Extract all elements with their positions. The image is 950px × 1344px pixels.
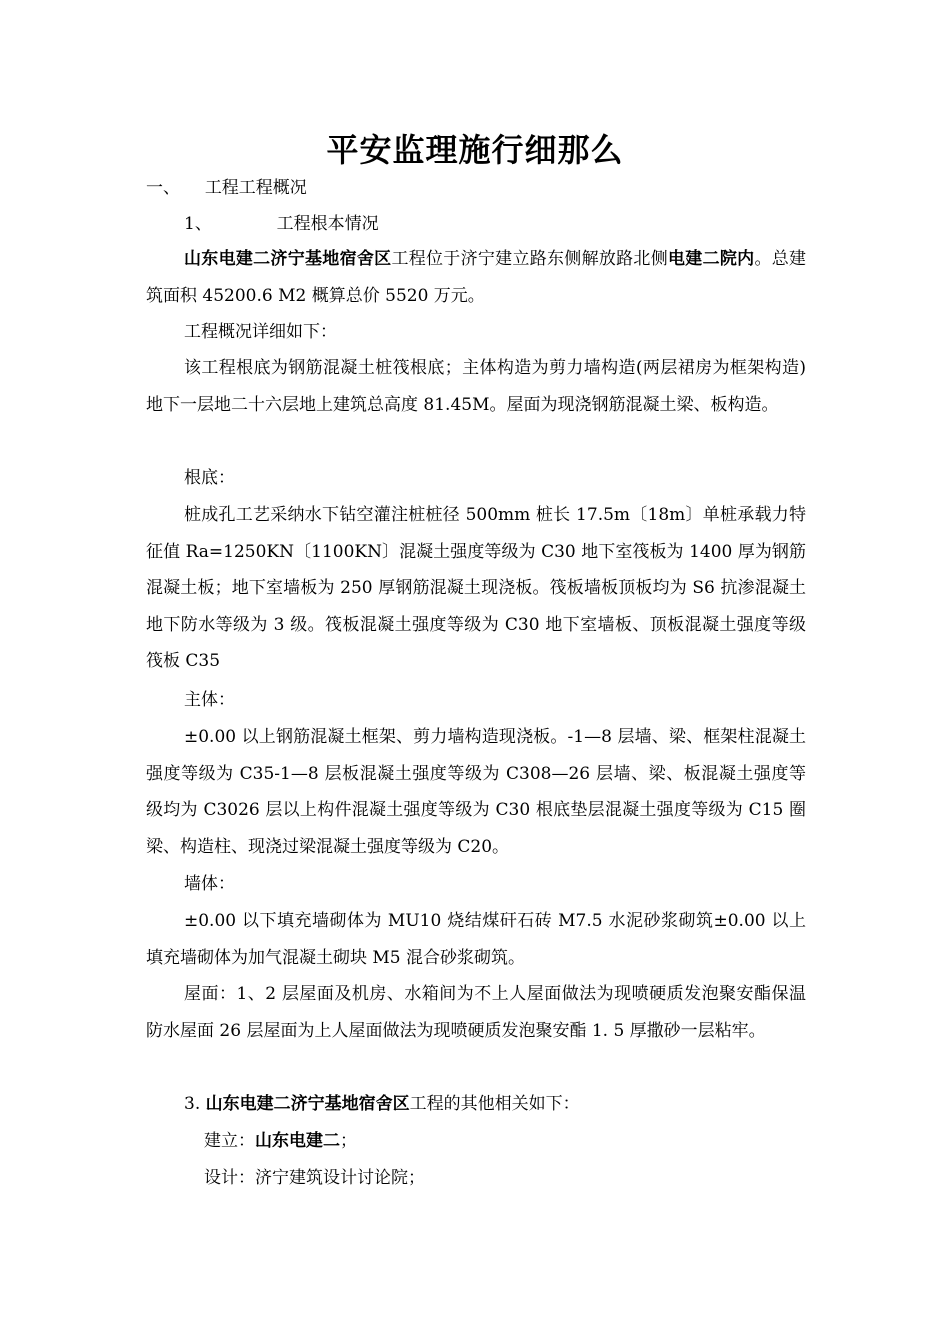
subsection-number: 1、 [184, 214, 212, 234]
item-3-text: 工程的其他相关如下： [409, 1094, 580, 1114]
project-name: 山东电建二济宁基地宿舍区 [184, 249, 392, 269]
builder-line [204, 1129, 357, 1153]
builder-suffix: ； [340, 1131, 357, 1151]
main-structure-label: 主体： [184, 690, 235, 710]
structure-paragraph: 该工程根底为钢筋混凝土桩筏根底；主体构造为剪力墙构造(两层裙房为框架构造)地下一层地二十六层地上建筑总高度 81.45M。屋面为现浇钢筋混凝土梁、板构造。 [146, 358, 806, 415]
roof-paragraph: 屋面：1、2 层屋面及机房、水箱间为不上人屋面做法为现喷硬质发泡聚安酯保温防水屋面 26 层屋面为上人屋面做法为现喷硬质发泡聚安酯 1. 5 厚撒砂一层粘牢。 [146, 984, 806, 1041]
builder-value: 山东电建二 [255, 1131, 340, 1151]
item-3 [184, 1092, 580, 1116]
intro-paragraph [146, 241, 806, 314]
intro-text-1: 工程位于济宁建立路东侧解放路北侧 [391, 249, 669, 269]
designer-line [204, 1166, 425, 1190]
main-structure-paragraph: ±0.00 以上钢筋混凝土框架、剪力墙构造现浇板。-1—8 层墙、梁、框架柱混凝土强度等级为 C35-1—8 层板混凝土强度等级为 C308—26 层墙、梁、板混凝土强度等级均为 C3026 层以上构件混凝土强度等级为 C30 根底垫层混凝土强度等级为 C15 圈梁、构造柱、现浇过梁混凝土强度等级为 C20。 [146, 727, 806, 857]
wall-label: 墙体： [184, 874, 235, 894]
subsection-title: 工程根本情况 [276, 214, 379, 234]
designer-value: 济宁建筑设计讨论院； [255, 1168, 425, 1188]
section-number: 一、 [146, 178, 180, 198]
overview-label: 工程概况详细如下： [184, 322, 337, 342]
section-heading [146, 176, 307, 200]
intro-text-2: 。总建筑面积 45200.6 M2 概算总价 5520 万元。 [146, 249, 807, 306]
section-title: 工程工程概况 [204, 178, 307, 198]
page-title: 平安监理施行细那么 [326, 131, 624, 169]
item-3-project-name: 山东电建二济宁基地宿舍区 [205, 1094, 410, 1114]
item-3-number: 3. [184, 1094, 201, 1114]
foundation-paragraph: 桩成孔工艺采纳水下钻空灌注桩桩径 500mm 桩长 17.5m〔18m〕单桩承载力特征值 Ra=1250KN〔1100KN〕混凝土强度等级为 C30 地下室筏板为 1400 厚为钢筋混凝土板；地下室墙板为 250 厚钢筋混凝土现浇板。筏板墙板顶板均为 S6 抗渗混凝土地下防水等级为 3 级。筏板混凝土强度等级为 C30 地下室墙板、顶板混凝土强度等级筏板 C35 [146, 505, 806, 671]
subsection-heading [184, 212, 379, 236]
wall-paragraph: ±0.00 以下填充墙砌体为 MU10 烧结煤矸石砖 M7.5 水泥砂浆砌筑±0.00 以上填充墙砌体为加气混凝土砌块 M5 混合砂浆砌筑。 [146, 911, 806, 968]
designer-label: 设计： [204, 1168, 255, 1188]
builder-label: 建立： [204, 1131, 255, 1151]
foundation-label: 根底： [184, 468, 235, 488]
project-location: 电建二院内 [668, 249, 755, 269]
